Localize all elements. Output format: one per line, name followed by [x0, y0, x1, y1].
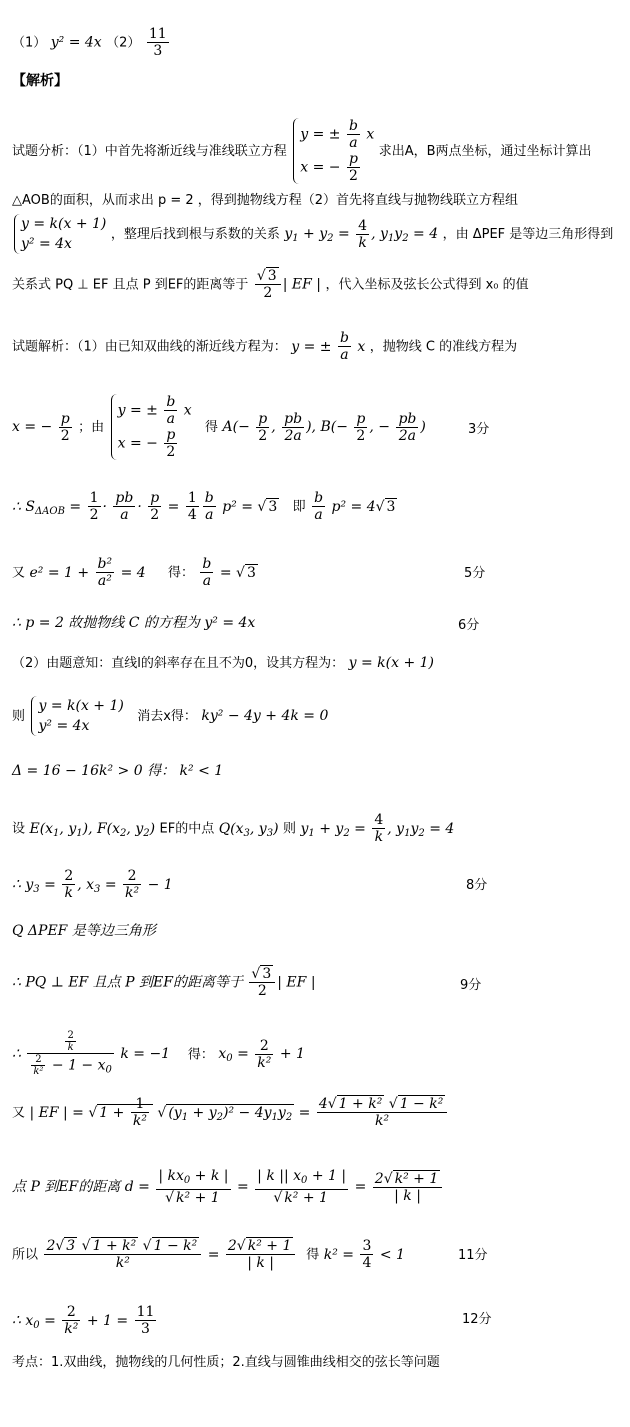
brief-line-3: y = k(x + 1) y² = 4x ，整理后找到根与系数的关系 $y_1 + y_2$ = $\frac{4}{k}$ , $y_1y_2 = 4$ ，由 ΔPEF 是等边三角形得到: [12, 214, 613, 254]
y3-x3-line: ∴ $y_3$ = $\frac{2}{k}$ , $x_3$ = $\frac{2}{\text{k²}}$ − 1: [12, 868, 173, 901]
equilateral-line: Q ΔPEF 是等边三角形: [12, 923, 156, 939]
score-11: 11分: [458, 1248, 488, 1263]
brief-line-4: 关系式 PQ ⊥ EF 且点 P 到EF的距离等于 $\frac{√ 3}{2}$ | EF | ，代入坐标及弦长公式得到 x₀ 的值: [12, 268, 529, 301]
system-line-parabola: y = k(x + 1) y² = 4x: [14, 214, 106, 254]
x0-line: ∴ $\frac{2}{k}$ $\frac{2}{\text{k²}}$ − $1 - x_0$ k = −1 得： $x_0$ = $\frac{2}{\text{k²}}$ + 1: [12, 1030, 305, 1077]
solve-k-line: 所以 $\frac{\text{2√ 3 √ 1 + k² √ 1 − k²}}{\text{k²}}$ = $\frac{\text{2√ k² + 1}}{| k |}$ 得 k² = $\frac{3}{4}$ < 1: [12, 1238, 405, 1271]
system-asymptote-directrix: y = ± $\frac{b}{a}$ x x = − $\frac{p}{2}$: [293, 118, 374, 184]
answer-part1-eq: y² = 4x: [50, 34, 102, 51]
perpendicular-line: ∴ PQ ⊥ EF 且点 P 到EF的距离等于 $\frac{√ 3}{2}$ | EF |: [12, 966, 316, 999]
kaodian-line: 考点：1.双曲线，抛物线的几何性质；2.直线与圆锥曲线相交的弦长等问题: [12, 1355, 440, 1370]
set-EF-line: 设 $E(x_1$, $y_1$), $F(x_2$, $y_2$) EF的中点 $Q(x_3$, $y_3$) 则 $y_1 + y_2$ = $\frac{4}{k}$ , $y_1y_2 = 4$: [12, 812, 455, 845]
score-5: 5分: [464, 566, 486, 581]
solution-intro: 试题解析：（1）由已知双曲线的渐近线方程为： y = ± $\frac{b}{a}$ x ，抛物线 C 的准线方程为: [12, 330, 518, 363]
answer-part1-label: （1）: [12, 35, 47, 51]
system-eliminate: y = k(x + 1) y² = 4x: [31, 696, 123, 736]
brief-line-2: △AOB的面积，从而求出 p = 2 ，得到抛物线方程（2）首先将直线与抛物线联立方程组: [12, 193, 519, 208]
EF-length-line: 又 | EF | = √ 1 + $\frac{1}{\text{k²}}$ √ $(y_1 + y_2)^2 - 4y_1y_2$ = $\frac{\text{4√ 1 + k² √ 1 − k²}}{\text{k²}}$: [12, 1096, 449, 1129]
area-equation: ∴ $S_{\Delta AOB}$ = $\frac{1}{2}$ · $\frac{pb}{a}$ · $\frac{p}{2}$ = $\frac{1}{4}$ $\frac{b}{a}$ p² = √ 3 即 $\frac{b}{a}$ p² = 4√ 3: [12, 490, 396, 523]
distance-line: 点 P 到EF的距离 d = $\frac{| kx_0 + k |}{\text{√ k² + 1}}$ = $\frac{| k || x_0 + 1 |}{\text{√ k² + 1}}$ = $\frac{\text{2√ k² + 1}}{| k |}$: [12, 1168, 444, 1206]
brief-line-1: 试题分析：（1）中首先将渐近线与准线联立方程 y = ± $\frac{b}{a}$ x x = − $\frac{p}{2}$ 求出A，B两点坐标，通过坐标计算出: [12, 118, 592, 184]
score-12: 12分: [462, 1312, 492, 1327]
score-9: 9分: [460, 978, 482, 993]
score-6: 6分: [458, 618, 480, 633]
system-solve-AB: y = ± $\frac{b}{a}$ x x = − $\frac{p}{2}$: [111, 394, 192, 460]
part2-intro: （2）由题意知：直线l的斜率存在且不为0，设其方程为： y = k(x + 1): [12, 655, 434, 671]
answer-part2-label: （2）: [106, 35, 141, 51]
discriminant-line: Δ = 16 − 16k² > 0 得： k² < 1: [12, 763, 224, 779]
answer-part2-fraction: $\frac{11}{3}$: [148, 26, 167, 59]
answer-line: [12, 26, 171, 59]
eliminate-line: 则 y = k(x + 1) y² = 4x 消去x得： ky² − 4y + 4k = 0: [12, 698, 329, 734]
p-value-line: ∴ p = 2 故抛物线 C 的方程为 y² = 4x: [12, 615, 256, 631]
analysis-header: 【解析】: [12, 73, 68, 89]
score-8: 8分: [466, 878, 488, 893]
solve-A-B: x = − $\frac{p}{2}$ ；由 y = ± $\frac{b}{a}$ x x = − $\frac{p}{2}$ 得 A(− $\frac{p}{2}$ , $\frac{pb}{2a}$ ), B(− $\frac{p}{2}$ , − $\frac{pb}{2a}$ ): [12, 394, 426, 460]
eccentricity-line: 又 e² = 1 + $\frac{\text{b²}}{\text{a²}}$ = 4 得： $\frac{b}{a}$ = √ 3: [12, 556, 256, 589]
final-x0-line: ∴ $x_0$ = $\frac{2}{\text{k²}}$ + 1 = $\frac{11}{3}$: [12, 1304, 155, 1337]
score-3: 3分: [468, 422, 490, 437]
